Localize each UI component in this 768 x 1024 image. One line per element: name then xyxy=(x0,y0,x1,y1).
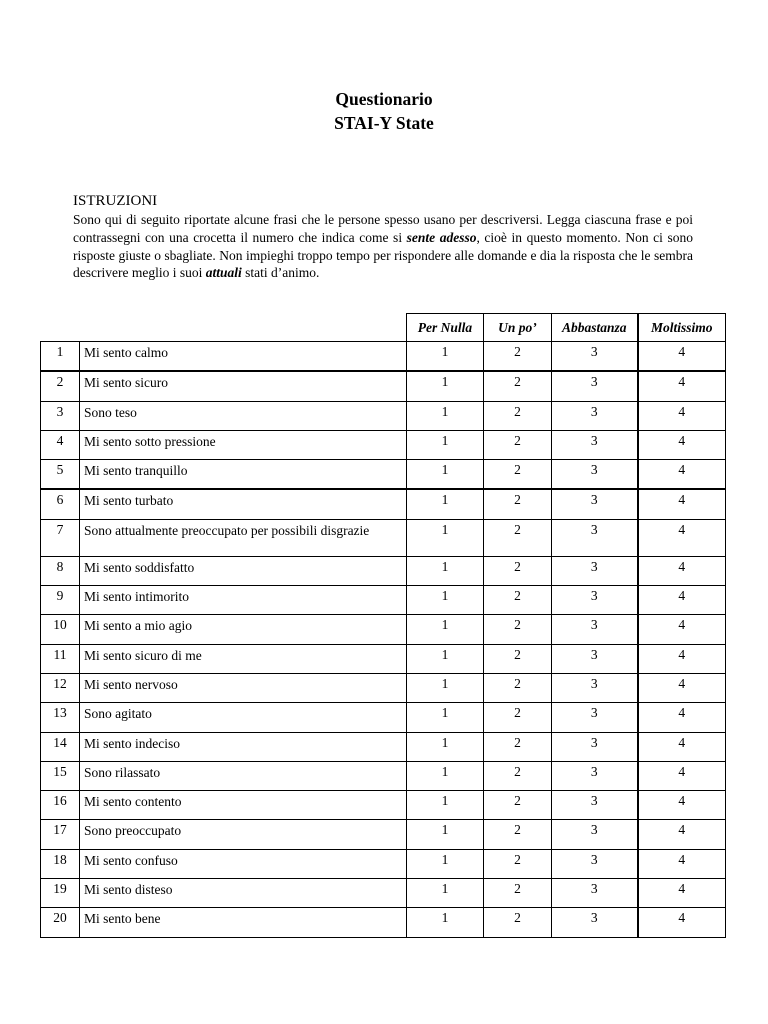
column-header: Per Nulla xyxy=(407,314,484,342)
option-1-cell[interactable]: 1 xyxy=(407,556,484,585)
option-1-cell[interactable]: 1 xyxy=(407,489,484,519)
option-3-cell[interactable]: 3 xyxy=(552,430,638,459)
option-2-cell[interactable]: 2 xyxy=(484,761,552,790)
option-4-cell[interactable]: 4 xyxy=(638,460,726,490)
item-text: Sono preoccupato xyxy=(80,820,407,849)
option-1-cell[interactable]: 1 xyxy=(407,644,484,673)
option-1-cell[interactable]: 1 xyxy=(407,460,484,490)
option-1-cell[interactable]: 1 xyxy=(407,732,484,761)
table-row xyxy=(41,556,726,585)
option-4-cell[interactable]: 4 xyxy=(638,430,726,459)
option-2-cell[interactable]: 2 xyxy=(484,849,552,878)
option-1-cell[interactable]: 1 xyxy=(407,791,484,820)
table-row xyxy=(41,849,726,878)
item-number: 15 xyxy=(41,761,80,790)
option-3-cell[interactable]: 3 xyxy=(552,761,638,790)
table-row xyxy=(41,673,726,702)
option-2-cell[interactable]: 2 xyxy=(484,732,552,761)
item-text: Sono teso xyxy=(80,401,407,430)
option-1-cell[interactable]: 1 xyxy=(407,430,484,459)
item-number: 20 xyxy=(41,908,80,937)
option-4-cell[interactable]: 4 xyxy=(638,342,726,372)
option-4-cell[interactable]: 4 xyxy=(638,703,726,732)
item-number: 2 xyxy=(41,371,80,401)
column-header: Un po’ xyxy=(484,314,552,342)
option-2-cell[interactable]: 2 xyxy=(484,791,552,820)
option-2-cell[interactable]: 2 xyxy=(484,371,552,401)
option-1-cell[interactable]: 1 xyxy=(407,371,484,401)
item-number: 8 xyxy=(41,556,80,585)
option-4-cell[interactable]: 4 xyxy=(638,489,726,519)
option-4-cell[interactable]: 4 xyxy=(638,673,726,702)
table-row xyxy=(41,371,726,401)
option-3-cell[interactable]: 3 xyxy=(552,908,638,937)
option-3-cell[interactable]: 3 xyxy=(552,879,638,908)
table-row xyxy=(41,908,726,937)
instructions-text: Sono qui di seguito riportate alcune frasi che le persone spesso usano per descriversi. Legga ciascuna frase e poi contrassegni con una crocetta il numero che indica come si sente adesso, cioè in questo momento. Non ci sono risposte giuste o sbagliate. Non impieghi troppo tempo per rispondere alle domande e dia la risposta che le sembra descrivere meglio i suoi attuali stati d’animo. xyxy=(73,212,693,281)
option-4-cell[interactable]: 4 xyxy=(638,371,726,401)
option-3-cell[interactable]: 3 xyxy=(552,519,638,556)
option-3-cell[interactable]: 3 xyxy=(552,644,638,673)
questionnaire-table xyxy=(40,313,726,938)
option-2-cell[interactable]: 2 xyxy=(484,586,552,615)
item-text: Mi sento a mio agio xyxy=(80,615,407,644)
item-number: 18 xyxy=(41,849,80,878)
item-text: Mi sento sicuro di me xyxy=(80,644,407,673)
item-text: Mi sento calmo xyxy=(80,342,407,372)
option-1-cell[interactable]: 1 xyxy=(407,673,484,702)
item-text: Mi sento turbato xyxy=(80,489,407,519)
option-1-cell[interactable]: 1 xyxy=(407,761,484,790)
header-spacer xyxy=(41,314,407,342)
table-header-row xyxy=(41,314,726,342)
item-number: 5 xyxy=(41,460,80,490)
item-text: Mi sento intimorito xyxy=(80,586,407,615)
option-2-cell[interactable]: 2 xyxy=(484,908,552,937)
option-1-cell[interactable]: 1 xyxy=(407,401,484,430)
item-text: Sono rilassato xyxy=(80,761,407,790)
table-row xyxy=(41,489,726,519)
option-3-cell[interactable]: 3 xyxy=(552,849,638,878)
option-1-cell[interactable]: 1 xyxy=(407,908,484,937)
item-text: Mi sento soddisfatto xyxy=(80,556,407,585)
option-2-cell[interactable]: 2 xyxy=(484,430,552,459)
table-row xyxy=(41,644,726,673)
item-number: 19 xyxy=(41,879,80,908)
item-text: Mi sento tranquillo xyxy=(80,460,407,490)
item-number: 9 xyxy=(41,586,80,615)
option-1-cell[interactable]: 1 xyxy=(407,703,484,732)
table-row xyxy=(41,879,726,908)
option-2-cell[interactable]: 2 xyxy=(484,644,552,673)
option-3-cell[interactable]: 3 xyxy=(552,732,638,761)
item-text: Mi sento sicuro xyxy=(80,371,407,401)
item-text: Sono attualmente preoccupato per possibili disgrazie xyxy=(80,519,407,556)
option-2-cell[interactable]: 2 xyxy=(484,460,552,490)
item-number: 13 xyxy=(41,703,80,732)
item-text: Mi sento disteso xyxy=(80,879,407,908)
item-text: Mi sento sotto pressione xyxy=(80,430,407,459)
option-4-cell[interactable]: 4 xyxy=(638,615,726,644)
table-row xyxy=(41,342,726,372)
option-1-cell[interactable]: 1 xyxy=(407,615,484,644)
item-number: 12 xyxy=(41,673,80,702)
option-3-cell[interactable]: 3 xyxy=(552,401,638,430)
table-row xyxy=(41,519,726,556)
option-3-cell[interactable]: 3 xyxy=(552,460,638,490)
item-number: 16 xyxy=(41,791,80,820)
option-4-cell[interactable]: 4 xyxy=(638,820,726,849)
option-3-cell[interactable]: 3 xyxy=(552,586,638,615)
table-row xyxy=(41,732,726,761)
option-1-cell[interactable]: 1 xyxy=(407,586,484,615)
option-4-cell[interactable]: 4 xyxy=(638,732,726,761)
option-1-cell[interactable]: 1 xyxy=(407,519,484,556)
option-1-cell[interactable]: 1 xyxy=(407,820,484,849)
item-number: 14 xyxy=(41,732,80,761)
item-text: Mi sento nervoso xyxy=(80,673,407,702)
option-3-cell[interactable]: 3 xyxy=(552,556,638,585)
table-row xyxy=(41,703,726,732)
option-3-cell[interactable]: 3 xyxy=(552,820,638,849)
option-3-cell[interactable]: 3 xyxy=(552,703,638,732)
item-text: Mi sento contento xyxy=(80,791,407,820)
option-4-cell[interactable]: 4 xyxy=(638,849,726,878)
item-text: Mi sento indeciso xyxy=(80,732,407,761)
table-row xyxy=(41,401,726,430)
column-header: Moltissimo xyxy=(638,314,726,342)
option-2-cell[interactable]: 2 xyxy=(484,703,552,732)
table-row xyxy=(41,791,726,820)
item-number: 11 xyxy=(41,644,80,673)
option-3-cell[interactable]: 3 xyxy=(552,673,638,702)
item-number: 7 xyxy=(41,519,80,556)
table-row xyxy=(41,820,726,849)
option-4-cell[interactable]: 4 xyxy=(638,556,726,585)
option-4-cell[interactable]: 4 xyxy=(638,644,726,673)
option-4-cell[interactable]: 4 xyxy=(638,908,726,937)
column-header: Abbastanza xyxy=(552,314,638,342)
table-row xyxy=(41,430,726,459)
item-number: 6 xyxy=(41,489,80,519)
table-row xyxy=(41,460,726,490)
instructions-heading: ISTRUZIONI xyxy=(73,193,158,209)
option-2-cell[interactable]: 2 xyxy=(484,489,552,519)
option-4-cell[interactable]: 4 xyxy=(638,879,726,908)
option-4-cell[interactable]: 4 xyxy=(638,791,726,820)
option-3-cell[interactable]: 3 xyxy=(552,342,638,372)
option-2-cell[interactable]: 2 xyxy=(484,342,552,372)
option-2-cell[interactable]: 2 xyxy=(484,673,552,702)
option-1-cell[interactable]: 1 xyxy=(407,849,484,878)
table-row xyxy=(41,615,726,644)
option-3-cell[interactable]: 3 xyxy=(552,371,638,401)
option-3-cell[interactable]: 3 xyxy=(552,791,638,820)
item-number: 1 xyxy=(41,342,80,372)
option-4-cell[interactable]: 4 xyxy=(638,519,726,556)
item-number: 10 xyxy=(41,615,80,644)
option-4-cell[interactable]: 4 xyxy=(638,586,726,615)
item-text: Mi sento bene xyxy=(80,908,407,937)
item-number: 3 xyxy=(41,401,80,430)
option-4-cell[interactable]: 4 xyxy=(638,401,726,430)
option-4-cell[interactable]: 4 xyxy=(638,761,726,790)
option-3-cell[interactable]: 3 xyxy=(552,615,638,644)
option-2-cell[interactable]: 2 xyxy=(484,556,552,585)
option-2-cell[interactable]: 2 xyxy=(484,519,552,556)
document-title: Questionario xyxy=(335,89,433,109)
item-number: 4 xyxy=(41,430,80,459)
table-row xyxy=(41,761,726,790)
table-row xyxy=(41,586,726,615)
item-text: Mi sento confuso xyxy=(80,849,407,878)
document-subtitle: STAI-Y State xyxy=(334,113,434,133)
option-2-cell[interactable]: 2 xyxy=(484,820,552,849)
option-3-cell[interactable]: 3 xyxy=(552,489,638,519)
option-1-cell[interactable]: 1 xyxy=(407,879,484,908)
item-number: 17 xyxy=(41,820,80,849)
option-2-cell[interactable]: 2 xyxy=(484,615,552,644)
option-1-cell[interactable]: 1 xyxy=(407,342,484,372)
item-text: Sono agitato xyxy=(80,703,407,732)
option-2-cell[interactable]: 2 xyxy=(484,401,552,430)
option-2-cell[interactable]: 2 xyxy=(484,879,552,908)
